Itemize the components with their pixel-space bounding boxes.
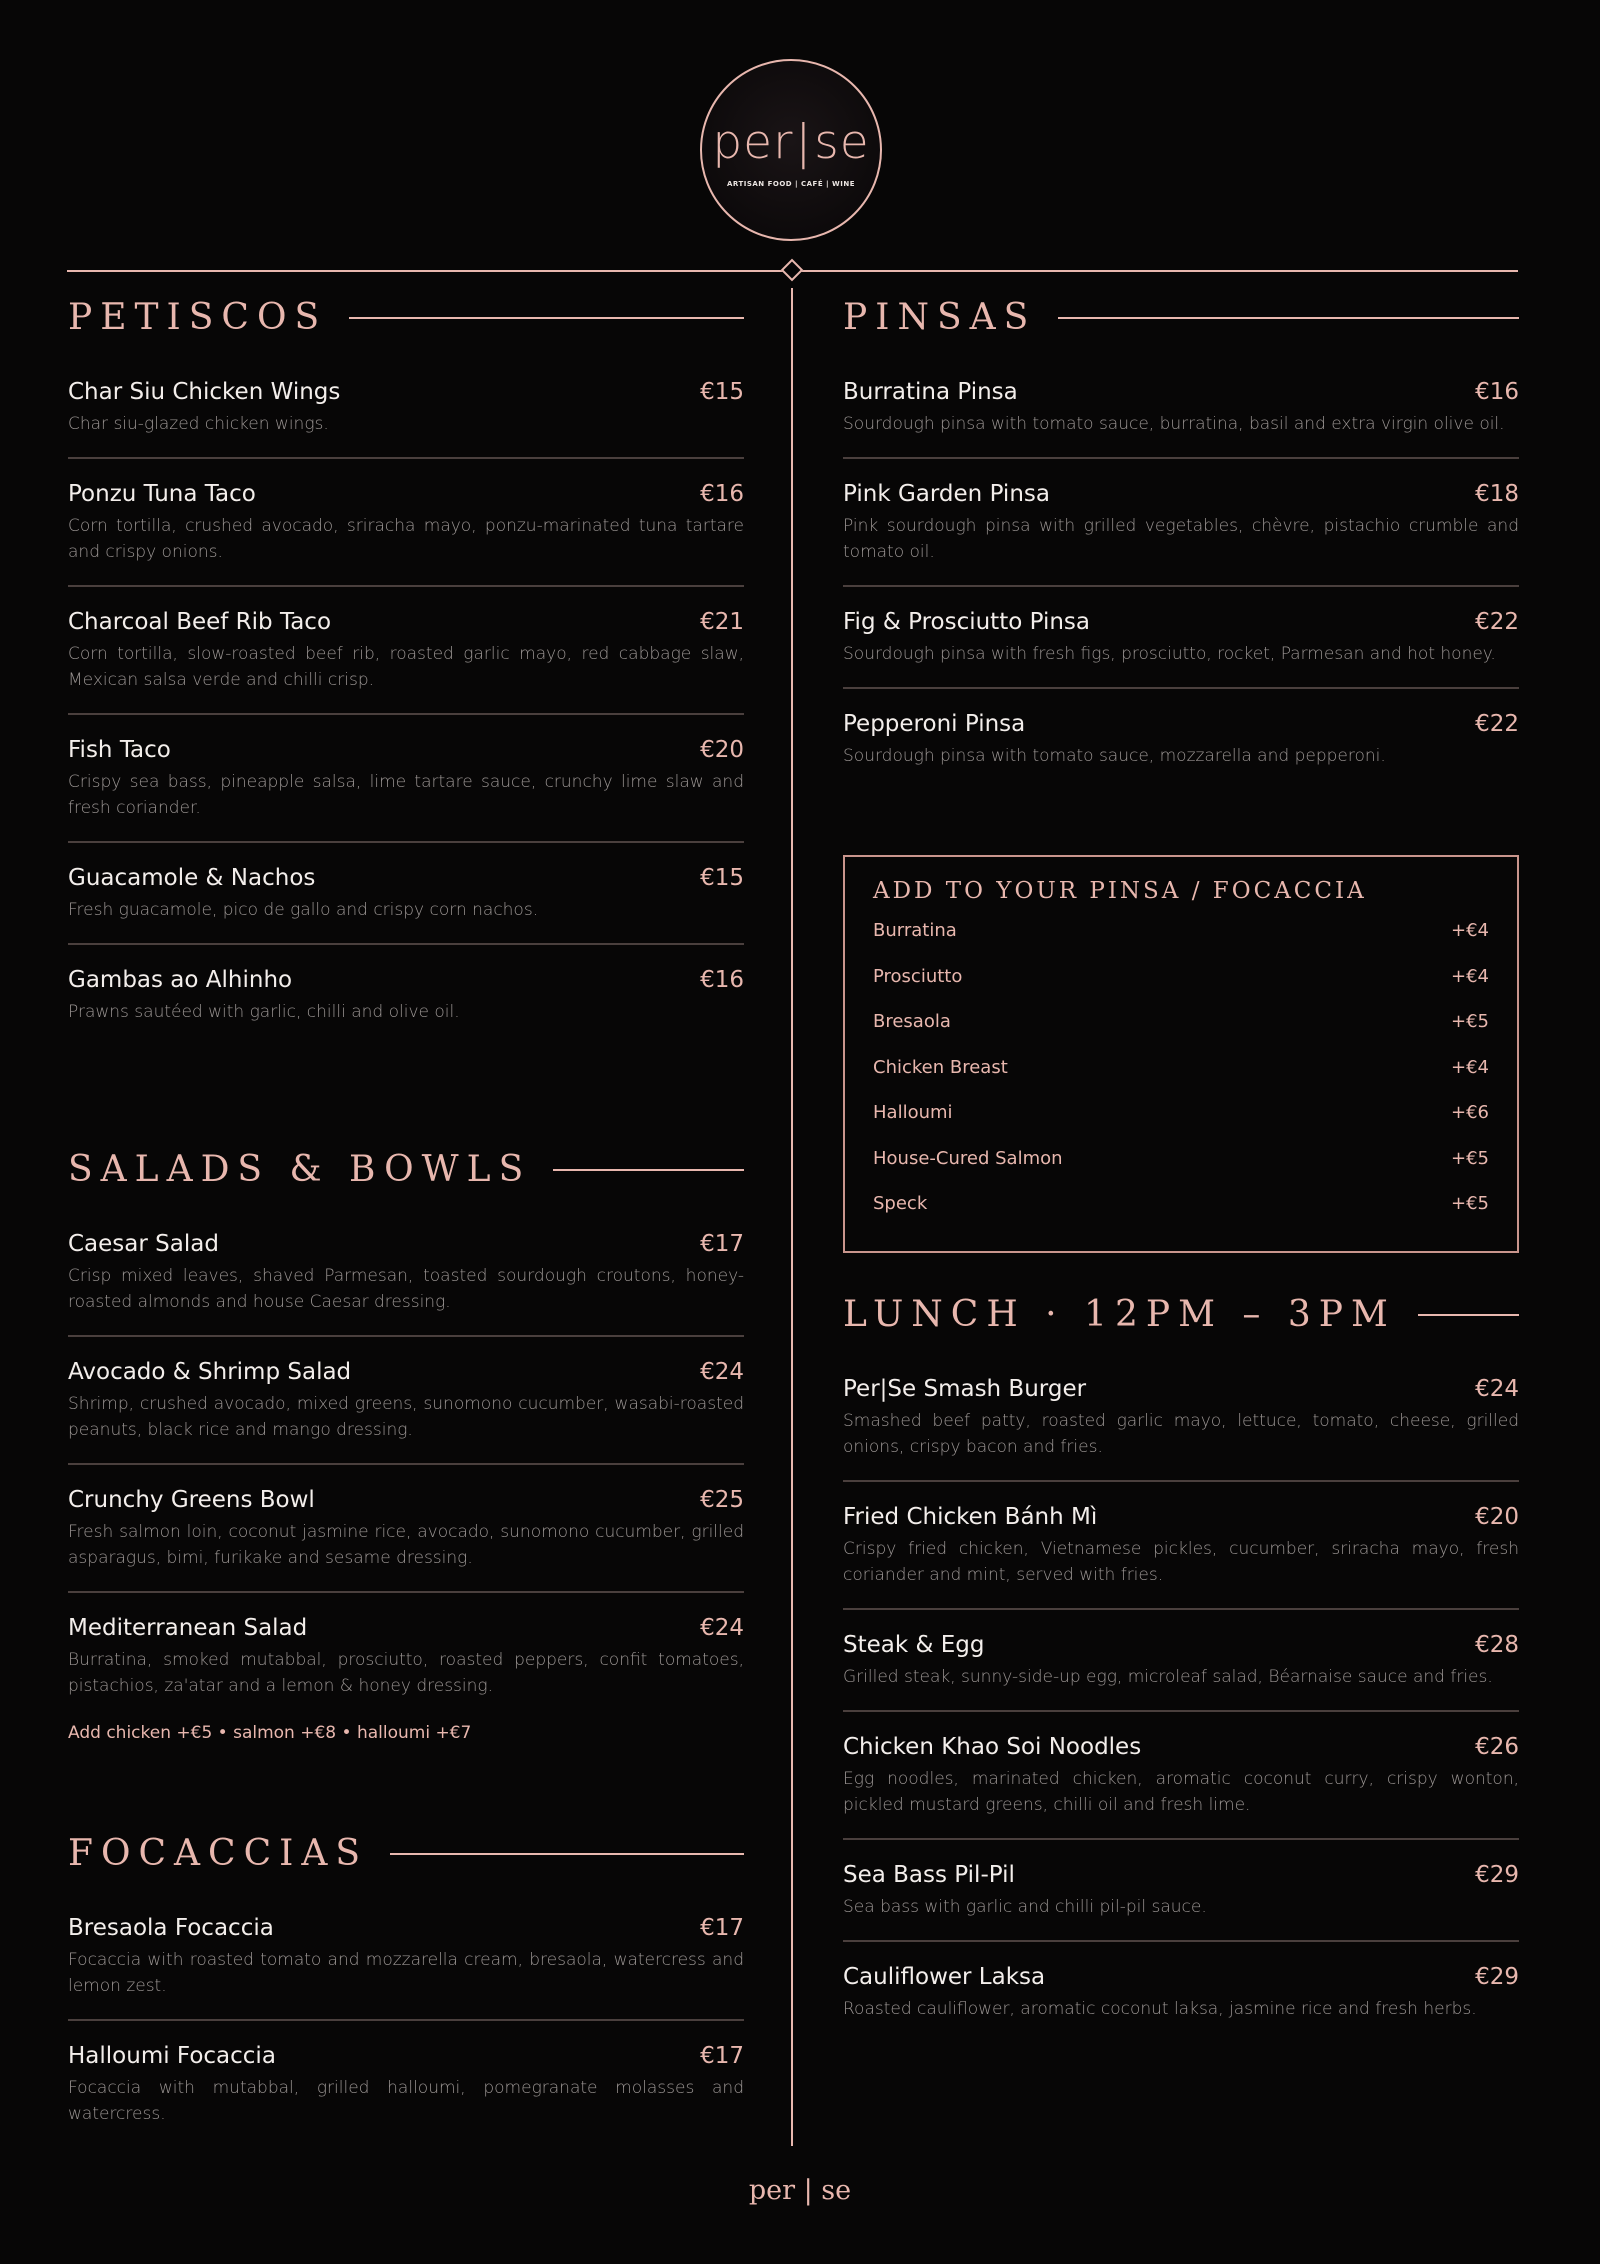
item-description: Burratina, smoked mutabbal, prosciutto, roasted peppers, confit tomatoes, pistachios, za'atar and a lemon & honey dressing. — [68, 1650, 744, 1696]
menu-item — [68, 1486, 744, 1571]
item-price: €22 — [1475, 711, 1519, 737]
item-description: Crispy sea bass, pineapple salsa, lime tartare sauce, crunchy lime slaw and fresh coriander. — [68, 772, 744, 818]
item-price: €16 — [700, 481, 744, 507]
addon-price: +€6 — [1451, 1102, 1489, 1123]
item-divider — [68, 457, 744, 459]
item-name: Cauliflower Laksa — [843, 1964, 1046, 1990]
section-rule — [1418, 1314, 1519, 1316]
menu-list — [68, 1230, 744, 1745]
item-description: Focaccia with roasted tomato and mozzarella cream, bresaola, watercress and lemon zest. — [68, 1950, 744, 1996]
item-description: Corn tortilla, crushed avocado, sriracha mayo, ponzu-marinated tuna tartare and crispy onions. — [68, 516, 744, 562]
item-price: €17 — [700, 1915, 744, 1941]
menu-item — [843, 1733, 1519, 1818]
salad-addons-note: Add chicken +€5 • salmon +€8 • halloumi +€7 — [68, 1723, 472, 1743]
section-lunch — [843, 1293, 1519, 2022]
item-name: Bresaola Focaccia — [68, 1915, 274, 1941]
section-focaccias — [68, 1832, 744, 2127]
section-header — [68, 1832, 744, 1876]
item-description: Shrimp, crushed avocado, mixed greens, sunomono cucumber, wasabi-roasted peanuts, black rice and mango dressing. — [68, 1394, 744, 1440]
menu-item — [68, 2042, 744, 2127]
addon-name: Speck — [873, 1193, 928, 1214]
item-name: Fried Chicken Bánh Mì — [843, 1504, 1098, 1530]
addon-price: +€4 — [1451, 920, 1489, 941]
section-title: PETISCOS — [68, 297, 328, 338]
addon-name: Burratina — [873, 920, 957, 941]
addon-name: Bresaola — [873, 1011, 951, 1032]
menu-item — [843, 378, 1519, 437]
item-price: €17 — [700, 1231, 744, 1257]
menu-list — [843, 1375, 1519, 2022]
item-name: Crunchy Greens Bowl — [68, 1487, 315, 1513]
addon-row — [873, 1010, 1489, 1056]
section-header — [843, 1293, 1519, 1337]
item-divider — [68, 713, 744, 715]
section-title: FOCACCIAS — [68, 1833, 369, 1874]
section-header — [68, 296, 744, 340]
addon-price: +€5 — [1451, 1147, 1489, 1169]
item-price: €24 — [700, 1359, 744, 1385]
item-description: Sea bass with garlic and chilli pil-pil sauce. — [843, 1897, 1207, 1917]
addon-name: Prosciutto — [873, 965, 963, 987]
item-name: Charcoal Beef Rib Taco — [68, 609, 332, 635]
item-divider — [843, 585, 1519, 587]
addon-name: Chicken Breast — [873, 1056, 1008, 1078]
section-rule — [1058, 317, 1519, 319]
item-divider — [843, 457, 1519, 459]
section-header — [68, 1148, 744, 1192]
item-price: €29 — [1475, 1862, 1519, 1888]
menu-item — [843, 1631, 1519, 1690]
item-description: Grilled steak, sunny-side-up egg, microleaf salad, Béarnaise sauce and fries. — [843, 1667, 1493, 1687]
item-description: Corn tortilla, slow-roasted beef rib, roasted garlic mayo, red cabbage slaw, Mexican salsa verde and chilli crisp. — [68, 644, 744, 690]
menu-item — [68, 1230, 744, 1315]
item-divider — [843, 1608, 1519, 1610]
menu-item — [68, 480, 744, 565]
item-price: €24 — [700, 1615, 744, 1641]
section-rule — [553, 1169, 744, 1171]
menu-item — [843, 1503, 1519, 1588]
item-divider — [843, 687, 1519, 689]
menu-list — [68, 1914, 744, 2127]
section-rule — [390, 1853, 744, 1855]
addbox-list — [873, 919, 1489, 1238]
addon-price: +€4 — [1451, 1056, 1489, 1078]
item-divider — [68, 1335, 744, 1337]
menu-item — [68, 864, 744, 923]
addon-name: House-Cured Salmon — [873, 1147, 1063, 1169]
item-description: Smashed beef patty, roasted garlic mayo, lettuce, tomato, cheese, grilled onions, crispy bacon and fries. — [843, 1411, 1519, 1457]
item-price: €21 — [700, 609, 744, 635]
item-description: Sourdough pinsa with tomato sauce, burratina, basil and extra virgin olive oil. — [843, 414, 1505, 434]
item-name: Pepperoni Pinsa — [843, 711, 1026, 737]
addon-row — [873, 1147, 1489, 1193]
item-divider — [843, 1940, 1519, 1942]
menu-item — [843, 608, 1519, 667]
item-description: Sourdough pinsa with tomato sauce, mozzarella and pepperoni. — [843, 746, 1386, 766]
item-price: €22 — [1475, 609, 1519, 635]
item-name: Pink Garden Pinsa — [843, 481, 1050, 507]
item-description: Roasted cauliflower, aromatic coconut laksa, jasmine rice and fresh herbs. — [843, 1999, 1477, 2019]
item-divider — [843, 1710, 1519, 1712]
item-name: Steak & Egg — [843, 1632, 985, 1658]
item-name: Caesar Salad — [68, 1231, 219, 1257]
menu-item — [68, 966, 744, 1025]
menu-item — [68, 608, 744, 693]
menu-list — [843, 378, 1519, 769]
item-name: Ponzu Tuna Taco — [68, 481, 256, 507]
addon-price: +€5 — [1451, 1193, 1489, 1214]
addon-row — [873, 1101, 1489, 1147]
item-price: €18 — [1475, 481, 1519, 507]
menu-list — [68, 378, 744, 1025]
item-price: €28 — [1475, 1632, 1519, 1658]
item-name: Guacamole & Nachos — [68, 865, 316, 891]
item-description: Char siu-glazed chicken wings. — [68, 414, 329, 434]
item-divider — [68, 2019, 744, 2021]
addon-price: +€5 — [1451, 1011, 1489, 1032]
item-price: €29 — [1475, 1964, 1519, 1990]
section-salads-bowls — [68, 1148, 744, 1745]
item-name: Mediterranean Salad — [68, 1615, 308, 1641]
item-divider — [68, 943, 744, 945]
item-name: Chicken Khao Soi Noodles — [843, 1734, 1142, 1760]
item-price: €15 — [700, 379, 744, 405]
item-price: €24 — [1475, 1376, 1519, 1402]
section-rule — [349, 317, 744, 319]
item-description: Fresh guacamole, pico de gallo and crispy corn nachos. — [68, 900, 539, 920]
item-name: Halloumi Focaccia — [68, 2043, 276, 2069]
logo — [700, 59, 882, 241]
item-divider — [68, 1463, 744, 1465]
section-header — [843, 296, 1519, 340]
item-name: Gambas ao Alhinho — [68, 967, 293, 993]
item-description: Fresh salmon loin, coconut jasmine rice, avocado, sunomono cucumber, grilled asparagus, bimi, furikake and sesame dressing. — [68, 1522, 744, 1568]
item-divider — [68, 841, 744, 843]
item-price: €15 — [700, 865, 744, 891]
menu-item — [843, 1861, 1519, 1920]
section-title: PINSAS — [843, 297, 1037, 338]
menu-item — [843, 1375, 1519, 1460]
item-description: Sourdough pinsa with fresh figs, prosciutto, rocket, Parmesan and hot honey. — [843, 644, 1496, 664]
menu-item — [68, 1914, 744, 1999]
section-title: SALADS & BOWLS — [68, 1149, 532, 1190]
logo-wordmark: per|se — [712, 115, 870, 170]
item-name: Per|Se Smash Burger — [843, 1376, 1087, 1402]
item-price: €17 — [700, 2043, 744, 2069]
item-divider — [843, 1838, 1519, 1840]
section-pinsas — [843, 296, 1519, 769]
diamond-ornament-icon — [781, 259, 804, 282]
menu-item — [68, 378, 744, 437]
item-price: €25 — [700, 1487, 744, 1513]
item-name: Avocado & Shrimp Salad — [68, 1359, 352, 1385]
menu-item — [68, 1358, 744, 1443]
addon-price: +€4 — [1451, 965, 1489, 987]
item-divider — [68, 585, 744, 587]
addon-row — [873, 965, 1489, 1011]
item-description: Crisp mixed leaves, shaved Parmesan, toasted sourdough croutons, honey-roasted almonds and house Caesar dressing. — [68, 1266, 744, 1312]
addon-row — [873, 1056, 1489, 1102]
item-price: €16 — [1475, 379, 1519, 405]
menu-item — [843, 1963, 1519, 2022]
item-description: Crispy fried chicken, Vietnamese pickles, cucumber, sriracha mayo, fresh coriander and mint, served with fries. — [843, 1539, 1519, 1585]
item-description: Pink sourdough pinsa with grilled vegetables, chèvre, pistachio crumble and tomato oil. — [843, 516, 1519, 562]
menu-item — [843, 480, 1519, 565]
item-price: €16 — [700, 967, 744, 993]
item-name: Fig & Prosciutto Pinsa — [843, 609, 1091, 635]
item-price: €26 — [1475, 1734, 1519, 1760]
addon-row — [873, 1192, 1489, 1238]
section-petiscos — [68, 296, 744, 1025]
item-name: Sea Bass Pil-Pil — [843, 1862, 1015, 1888]
addon-name: Halloumi — [873, 1102, 953, 1123]
menu-item — [68, 736, 744, 821]
menu-item — [843, 710, 1519, 769]
add-to-pinsa-box — [843, 855, 1519, 1253]
item-name: Char Siu Chicken Wings — [68, 379, 341, 405]
addbox-title: ADD TO YOUR PINSA / FOCACCIA — [873, 878, 1367, 904]
item-name: Fish Taco — [68, 737, 171, 763]
item-price: €20 — [700, 737, 744, 763]
item-divider — [843, 1480, 1519, 1482]
footer-wordmark: per | se — [748, 2175, 852, 2206]
logo-tagline: ARTISAN FOOD | CAFÉ | WINE — [726, 180, 856, 188]
item-name: Burratina Pinsa — [843, 379, 1018, 405]
addon-row — [873, 919, 1489, 965]
section-title: LUNCH · 12PM – 3PM — [843, 1294, 1396, 1335]
menu-item — [68, 1614, 744, 1699]
column-divider — [791, 288, 793, 2146]
item-divider — [68, 1591, 744, 1593]
item-description: Focaccia with mutabbal, grilled halloumi, pomegranate molasses and watercress. — [68, 2078, 744, 2124]
item-description: Egg noodles, marinated chicken, aromatic coconut curry, crispy wonton, pickled mustard greens, chilli oil and fresh lime. — [843, 1769, 1519, 1815]
item-price: €20 — [1475, 1504, 1519, 1530]
item-description: Prawns sautéed with garlic, chilli and olive oil. — [68, 1002, 460, 1022]
